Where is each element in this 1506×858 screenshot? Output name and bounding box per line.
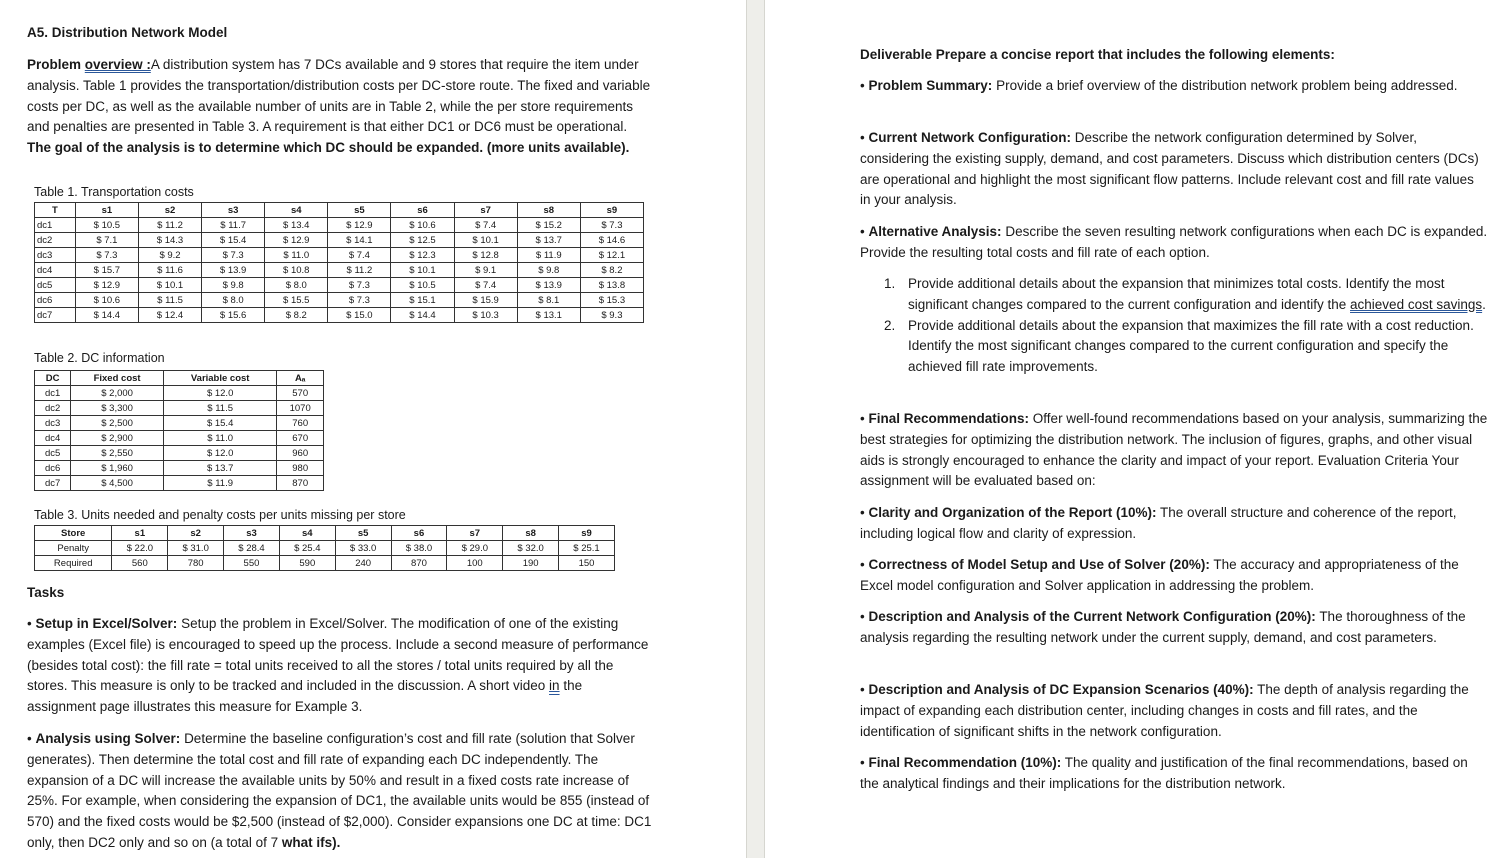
table-cell: $ 7.3 bbox=[75, 248, 138, 263]
table-cell: $ 11.9 bbox=[517, 248, 580, 263]
table-cell: $ 7.1 bbox=[75, 233, 138, 248]
row-header: dc1 bbox=[35, 386, 71, 401]
table-row bbox=[35, 263, 644, 278]
table-cell: 240 bbox=[335, 556, 391, 571]
table-cell: $ 12.9 bbox=[75, 278, 138, 293]
column-header: s5 bbox=[335, 526, 391, 541]
bullet-text: Describe the network configuration determined by Solver, considering the existing supply, demand, and cost parameters. Discuss which distribution centers (DCs) are operational and highlight the most significant flow patterns. Include relevant cost and fill rate values in your analysis. bbox=[860, 130, 1479, 208]
table-cell: $ 11.0 bbox=[265, 248, 328, 263]
table-cell: $ 13.1 bbox=[517, 308, 580, 323]
row-header: dc7 bbox=[35, 476, 71, 491]
table-cell: $ 8.0 bbox=[202, 293, 265, 308]
table-cell: $ 8.2 bbox=[265, 308, 328, 323]
column-header: s1 bbox=[75, 203, 138, 218]
table-cell: $ 9.8 bbox=[517, 263, 580, 278]
table-cell: $ 9.1 bbox=[454, 263, 517, 278]
table-cell: $ 13.4 bbox=[265, 218, 328, 233]
bullet-icon: • bbox=[860, 609, 865, 624]
bullet-problem-summary bbox=[860, 76, 1488, 97]
table-cell: $ 2,500 bbox=[71, 416, 164, 431]
table-cell: $ 25.1 bbox=[559, 541, 615, 556]
bullet-text: The thoroughness of the analysis regarding the resulting network under the current supply, demand, and cost parameters. bbox=[860, 609, 1466, 645]
deliverable-heading: Deliverable Prepare a concise report that includes the following elements: bbox=[860, 47, 1335, 62]
column-header: s2 bbox=[168, 526, 224, 541]
table-cell: $ 38.0 bbox=[391, 541, 447, 556]
row-header: Required bbox=[35, 556, 112, 571]
bullet-label: Final Recommendation (10%): bbox=[868, 755, 1062, 770]
table-cell: 550 bbox=[224, 556, 280, 571]
table-row bbox=[35, 308, 644, 323]
bullet-final-recommendations bbox=[860, 409, 1488, 492]
column-header: T bbox=[35, 203, 76, 218]
table-cell: $ 2,550 bbox=[71, 446, 164, 461]
cost-savings-link[interactable]: achieved cost savings bbox=[1350, 296, 1483, 312]
table-cell: $ 10.1 bbox=[454, 233, 517, 248]
table-row bbox=[35, 431, 324, 446]
column-header: s6 bbox=[391, 526, 447, 541]
table-cell: $ 1,960 bbox=[71, 461, 164, 476]
table-cell: 1070 bbox=[277, 401, 324, 416]
table-row bbox=[35, 233, 644, 248]
table-row bbox=[35, 476, 324, 491]
table-row bbox=[35, 461, 324, 476]
table-cell: $ 8.2 bbox=[580, 263, 643, 278]
problem-label: Problem bbox=[27, 57, 82, 72]
table-cell: $ 8.0 bbox=[265, 278, 328, 293]
table-cell: 780 bbox=[168, 556, 224, 571]
numbered-list bbox=[860, 274, 1488, 378]
table-row bbox=[35, 386, 324, 401]
table-cell: $ 9.2 bbox=[138, 248, 201, 263]
column-header: s9 bbox=[580, 203, 643, 218]
table-cell: $ 11.2 bbox=[328, 263, 391, 278]
setup-label: Setup in Excel/Solver: bbox=[35, 616, 178, 631]
table-cell: $ 12.3 bbox=[391, 248, 454, 263]
column-header: s8 bbox=[517, 203, 580, 218]
list-number: 2. bbox=[884, 317, 896, 333]
table-cell: $ 10.5 bbox=[391, 278, 454, 293]
row-header: dc6 bbox=[35, 461, 71, 476]
bullet-label: Alternative Analysis: bbox=[868, 224, 1002, 239]
table-row bbox=[35, 416, 324, 431]
table-cell: $ 4,500 bbox=[71, 476, 164, 491]
table-cell: $ 10.1 bbox=[138, 278, 201, 293]
table-cell: $ 33.0 bbox=[335, 541, 391, 556]
column-header: Aₐ bbox=[277, 371, 324, 386]
table-cell: $ 10.3 bbox=[454, 308, 517, 323]
bullet-clarity bbox=[860, 503, 1488, 545]
table-cell: $ 10.6 bbox=[75, 293, 138, 308]
bullet-icon: • bbox=[860, 224, 865, 239]
table-cell: $ 15.2 bbox=[517, 218, 580, 233]
bullet-current-analysis bbox=[860, 607, 1488, 649]
table-cell: $ 9.3 bbox=[580, 308, 643, 323]
table2-caption: Table 2. DC information bbox=[34, 351, 165, 365]
table-cell: 150 bbox=[559, 556, 615, 571]
bullet-final-recommendation bbox=[860, 753, 1488, 795]
list-number: 1. bbox=[884, 276, 896, 291]
analysis-tail: what ifs). bbox=[281, 834, 341, 850]
bullet-label: Problem Summary: bbox=[868, 78, 993, 93]
row-header: dc6 bbox=[35, 293, 76, 308]
column-header: s3 bbox=[202, 203, 265, 218]
column-header: Variable cost bbox=[163, 371, 276, 386]
table-row bbox=[35, 218, 644, 233]
row-header: dc7 bbox=[35, 308, 76, 323]
table-cell: $ 12.5 bbox=[391, 233, 454, 248]
table-row bbox=[35, 541, 615, 556]
dc-information-table bbox=[34, 370, 324, 491]
bullet-text: The quality and justification of the final recommendations, based on the analytical findings and their implications for the distribution network. bbox=[860, 755, 1468, 791]
table-cell: $ 28.4 bbox=[224, 541, 280, 556]
bullet-icon: • bbox=[860, 755, 865, 770]
table-cell: $ 14.4 bbox=[391, 308, 454, 323]
table-cell: $ 10.6 bbox=[391, 218, 454, 233]
table-cell: $ 12.8 bbox=[454, 248, 517, 263]
setup-task bbox=[27, 614, 652, 718]
table-cell: $ 13.9 bbox=[517, 278, 580, 293]
table-row bbox=[35, 556, 615, 571]
column-header: DC bbox=[35, 371, 71, 386]
row-header: dc1 bbox=[35, 218, 76, 233]
table-cell: 960 bbox=[277, 446, 324, 461]
table-cell: 870 bbox=[277, 476, 324, 491]
table-cell: $ 11.5 bbox=[138, 293, 201, 308]
table-cell: $ 13.7 bbox=[517, 233, 580, 248]
bullet-label: Final Recommendations: bbox=[868, 411, 1030, 426]
table-cell: $ 12.0 bbox=[163, 386, 276, 401]
row-header: dc3 bbox=[35, 416, 71, 431]
table-cell: 590 bbox=[279, 556, 335, 571]
table-row bbox=[35, 446, 324, 461]
column-header: Store bbox=[35, 526, 112, 541]
table-cell: $ 11.2 bbox=[138, 218, 201, 233]
table-cell: $ 22.0 bbox=[112, 541, 168, 556]
table-cell: 760 bbox=[277, 416, 324, 431]
overview-text: A distribution system has 7 DCs available and 9 stores that require the item under analysis. Table 1 provides the transportation/distribution costs per DC-store route. The fixed and variable costs per DC, as well as the available number of units are in Table 2, while the per store requirements and penalties are presented in Table 3. A requirement is that either DC1 or DC6 must be operational. bbox=[27, 57, 651, 135]
table-cell: 870 bbox=[391, 556, 447, 571]
problem-overview bbox=[27, 55, 652, 159]
column-header: s2 bbox=[138, 203, 201, 218]
table-cell: $ 15.4 bbox=[163, 416, 276, 431]
column-header: s7 bbox=[447, 526, 503, 541]
column-header: s3 bbox=[224, 526, 280, 541]
table-cell: $ 13.8 bbox=[580, 278, 643, 293]
table-cell: $ 12.0 bbox=[163, 446, 276, 461]
table-cell: $ 31.0 bbox=[168, 541, 224, 556]
table-cell: $ 7.3 bbox=[580, 218, 643, 233]
table-cell: $ 7.4 bbox=[328, 248, 391, 263]
bullet-text: Describe the seven resulting network configurations when each DC is expanded. Provide the resulting total costs and fill rate of each option. bbox=[860, 224, 1488, 260]
bullet-icon: • bbox=[860, 130, 865, 145]
analysis-text: Determine the baseline configuration’s cost and fill rate (solution that Solver generates). Then determine the total cost and fill rate of expanding each DC independently. The expansion of a DC will increase the available units by 50% and result in a fixed costs rate increase of 25%. For example, when considering the expansion of DC1, the available units would be 855 (instead of 570) and the fixed costs would be $2,500 (instead of $2,000). Consider expansions one DC at time: DC1 only, then DC2 only and so on (a total of 7 bbox=[27, 731, 652, 850]
table-cell: $ 7.4 bbox=[454, 218, 517, 233]
row-header: dc5 bbox=[35, 446, 71, 461]
bullet-text: Provide a brief overview of the distribution network problem being addressed. bbox=[996, 78, 1458, 93]
table-row bbox=[35, 278, 644, 293]
table-cell: 980 bbox=[277, 461, 324, 476]
table-cell: $ 7.3 bbox=[328, 278, 391, 293]
table-cell: 100 bbox=[447, 556, 503, 571]
column-header: s6 bbox=[391, 203, 454, 218]
video-link[interactable]: in bbox=[549, 678, 560, 694]
transportation-costs-table bbox=[34, 202, 644, 323]
table-cell: $ 15.0 bbox=[328, 308, 391, 323]
table-cell: 570 bbox=[277, 386, 324, 401]
table-row bbox=[35, 248, 644, 263]
row-header: dc2 bbox=[35, 233, 76, 248]
row-header: dc3 bbox=[35, 248, 76, 263]
bullet-text: The accuracy and appropriateness of the Excel model configuration and Solver application in addressing the problem. bbox=[860, 557, 1459, 593]
bullet-alternative-analysis bbox=[860, 222, 1488, 264]
table-cell: $ 15.4 bbox=[202, 233, 265, 248]
table-cell: $ 15.5 bbox=[265, 293, 328, 308]
bullet-label: Correctness of Model Setup and Use of Solver (20%): bbox=[868, 557, 1210, 572]
table-cell: $ 32.0 bbox=[503, 541, 559, 556]
table-cell: $ 14.4 bbox=[75, 308, 138, 323]
bullet-icon: • bbox=[860, 505, 865, 520]
table-cell: $ 12.1 bbox=[580, 248, 643, 263]
table-cell: $ 25.4 bbox=[279, 541, 335, 556]
analysis-task bbox=[27, 729, 652, 854]
bullet-text: The overall structure and coherence of the report, including logical flow and clarity of expression. bbox=[860, 505, 1457, 541]
bullet-label: Clarity and Organization of the Report (10%): bbox=[868, 505, 1157, 520]
bullet-icon: • bbox=[860, 682, 865, 697]
bullet-current-network bbox=[860, 128, 1488, 211]
table-cell: $ 14.1 bbox=[328, 233, 391, 248]
table-row bbox=[35, 401, 324, 416]
table-cell: $ 14.6 bbox=[580, 233, 643, 248]
section-title: A5. Distribution Network Model bbox=[27, 25, 228, 40]
table-cell: $ 2,000 bbox=[71, 386, 164, 401]
bullet-icon: • bbox=[860, 78, 865, 93]
table-cell: $ 9.8 bbox=[202, 278, 265, 293]
table-cell: $ 10.1 bbox=[391, 263, 454, 278]
table-cell: $ 15.9 bbox=[454, 293, 517, 308]
table-cell: $ 12.9 bbox=[328, 218, 391, 233]
page-gutter bbox=[746, 0, 765, 858]
bullet-icon: • bbox=[27, 731, 32, 746]
bullet-correctness bbox=[860, 555, 1488, 597]
table1-caption: Table 1. Transportation costs bbox=[34, 185, 194, 199]
list-tail: . bbox=[1482, 296, 1486, 312]
bullet-icon: • bbox=[860, 557, 865, 572]
bullet-expansion-analysis bbox=[860, 680, 1488, 742]
row-header: dc4 bbox=[35, 263, 76, 278]
setup-text-b: the assignment page illustrates this measure for Example 3. bbox=[27, 678, 583, 715]
table-cell: $ 10.8 bbox=[265, 263, 328, 278]
column-header: s5 bbox=[328, 203, 391, 218]
list-item bbox=[860, 316, 1488, 378]
table-cell: 560 bbox=[112, 556, 168, 571]
table-cell: $ 15.7 bbox=[75, 263, 138, 278]
table-cell: $ 14.3 bbox=[138, 233, 201, 248]
bullet-text: The depth of analysis regarding the impact of expanding each distribution center, including changes in costs and fill rates, and the identification of significant shifts in the network configuration. bbox=[860, 682, 1469, 739]
column-header: s1 bbox=[112, 526, 168, 541]
bullet-icon: • bbox=[860, 411, 865, 426]
analysis-label: Analysis using Solver: bbox=[35, 731, 181, 746]
row-header: Penalty bbox=[35, 541, 112, 556]
bullet-label: Current Network Configuration: bbox=[868, 130, 1071, 145]
column-header: s4 bbox=[279, 526, 335, 541]
row-header: dc2 bbox=[35, 401, 71, 416]
bullet-label: Description and Analysis of DC Expansion Scenarios (40%): bbox=[868, 682, 1254, 697]
list-text: Provide additional details about the expansion that maximizes the fill rate with a cost reduction. Identify the most significant changes compared to the current configuration and specify the achieved fill rate improvements. bbox=[908, 317, 1474, 375]
table-cell: $ 15.1 bbox=[391, 293, 454, 308]
table-cell: $ 11.7 bbox=[202, 218, 265, 233]
table-cell: 190 bbox=[503, 556, 559, 571]
table-cell: 670 bbox=[277, 431, 324, 446]
column-header: s4 bbox=[265, 203, 328, 218]
table-cell: $ 2,900 bbox=[71, 431, 164, 446]
list-item bbox=[860, 274, 1488, 316]
table-cell: $ 11.9 bbox=[163, 476, 276, 491]
table-cell: $ 7.3 bbox=[328, 293, 391, 308]
column-header: s7 bbox=[454, 203, 517, 218]
table-cell: $ 10.5 bbox=[75, 218, 138, 233]
row-header: dc4 bbox=[35, 431, 71, 446]
setup-text-a: Setup the problem in Excel/Solver. The modification of one of the existing examples (Excel file) is encouraged to speed up the process. Include a second measure of performance (besides total cost): the fill rate = total units received to all the stores / total units required by all the stores. This measure is only to be tracked and included in the discussion. A short video bbox=[27, 616, 649, 694]
tasks-heading: Tasks bbox=[27, 585, 65, 600]
table-cell: $ 15.6 bbox=[202, 308, 265, 323]
table-cell: $ 11.0 bbox=[163, 431, 276, 446]
store-requirements-table bbox=[34, 525, 615, 571]
column-header: Fixed cost bbox=[71, 371, 164, 386]
table-cell: $ 11.5 bbox=[163, 401, 276, 416]
table-cell: $ 29.0 bbox=[447, 541, 503, 556]
table3-caption: Table 3. Units needed and penalty costs per units missing per store bbox=[34, 508, 406, 522]
list-text: Provide additional details about the expansion that minimizes total costs. Identify the most significant changes compared to the current configuration and identify the bbox=[908, 276, 1445, 312]
table-row bbox=[35, 293, 644, 308]
overview-link[interactable]: overview : bbox=[84, 57, 151, 72]
table-cell: $ 7.4 bbox=[454, 278, 517, 293]
table-cell: $ 12.4 bbox=[138, 308, 201, 323]
overview-goal: The goal of the analysis is to determine which DC should be expanded. (more units available). bbox=[27, 140, 630, 156]
table-cell: $ 13.7 bbox=[163, 461, 276, 476]
row-header: dc5 bbox=[35, 278, 76, 293]
table-cell: $ 13.9 bbox=[202, 263, 265, 278]
table-cell: $ 11.6 bbox=[138, 263, 201, 278]
table-cell: $ 15.3 bbox=[580, 293, 643, 308]
table-cell: $ 12.9 bbox=[265, 233, 328, 248]
bullet-label: Description and Analysis of the Current Network Configuration (20%): bbox=[868, 609, 1316, 624]
column-header: s8 bbox=[503, 526, 559, 541]
bullet-text: Offer well-found recommendations based on your analysis, summarizing the best strategies for optimizing the distribution network. The inclusion of figures, graphs, and other visual aids is strongly encouraged to enhance the clarity and impact of your report. Evaluation Criteria Your assignment will be evaluated based on: bbox=[860, 411, 1488, 489]
bullet-icon: • bbox=[27, 616, 32, 631]
table-cell: $ 3,300 bbox=[71, 401, 164, 416]
table-cell: $ 7.3 bbox=[202, 248, 265, 263]
table-cell: $ 8.1 bbox=[517, 293, 580, 308]
column-header: s9 bbox=[559, 526, 615, 541]
